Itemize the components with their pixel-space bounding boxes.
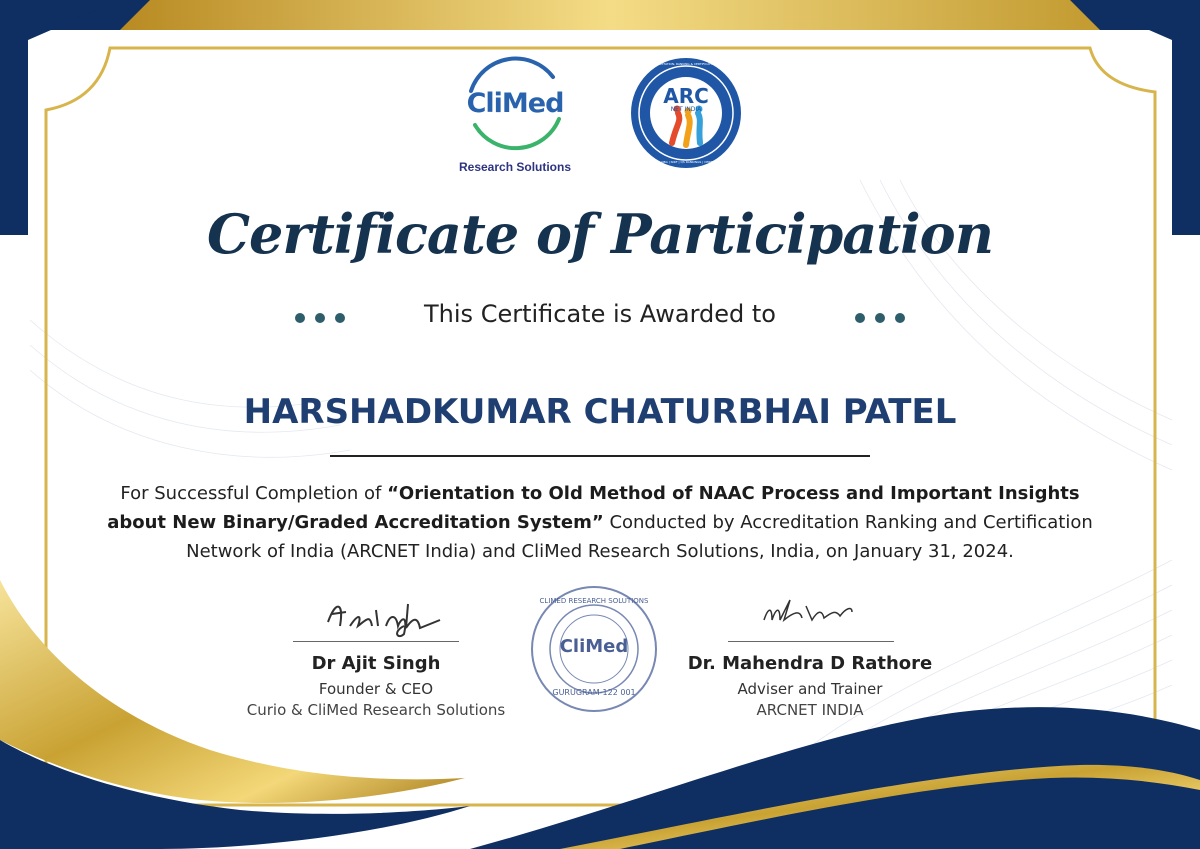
left-signature-line — [293, 641, 459, 642]
seal-ring-bottom: GURUGRAM-122 001 — [552, 688, 636, 697]
certificate-description — [100, 479, 1100, 566]
left-signatory-name: Dr Ajit Singh — [311, 653, 441, 674]
recipient-underline — [330, 455, 870, 457]
course-title: “Orientation to Old Method of NAAC Process and Important Insights about New Binary/Graded Accreditation System” — [107, 483, 1080, 533]
climed-logo-subtitle: Research Solutions — [458, 160, 572, 174]
arc-logo-word: ARC — [663, 84, 709, 108]
right-navy-band — [1080, 0, 1200, 235]
awarded-to-text: This Certificate is Awarded to — [424, 300, 776, 328]
arc-ring-bottom: NAAC | NBA | NIRF | QS RANKINGS | CERTIFICATION — [650, 160, 727, 164]
description-suffix: Conducted by Accreditation Ranking and Certification Network of India (ARCNET India) and CliMed Research Solutions, India, on January 31, 2024. — [186, 512, 1093, 562]
left-signatory-role: Founder & CEO — [318, 680, 434, 698]
arc-logo-sub: NET INDIA — [670, 106, 702, 113]
climed-logo-word: CliMed — [466, 88, 564, 119]
bottom-right-navy-wave — [470, 707, 1200, 849]
arc-ring-text: ACCREDITATION, RANKING & CERTIFICATION NETWORK INDIA — [650, 62, 742, 66]
recipient-name: HARSHADKUMAR CHATURBHAI PATEL — [243, 392, 957, 432]
left-signatory-org: Curio & CliMed Research Solutions — [246, 701, 506, 719]
right-signature-line — [728, 641, 894, 642]
seal-center-text: CliMed — [559, 636, 629, 657]
right-signatory-role: Adviser and Trainer — [737, 680, 883, 698]
left-navy-band — [0, 0, 120, 235]
signature-ajit-singh — [328, 604, 440, 636]
right-signatory-org: ARCNET INDIA — [756, 701, 864, 719]
seal-ring-top: CLIMED RESEARCH SOLUTIONS — [539, 597, 649, 605]
arcnet-logo — [631, 58, 741, 168]
description-prefix: For Successful Completion of — [120, 483, 388, 504]
signature-mahendra-rathore — [764, 600, 852, 620]
climed-logo — [440, 58, 590, 178]
right-signatory-name: Dr. Mahendra D Rathore — [687, 653, 933, 674]
top-gold-band — [120, 0, 1100, 30]
certificate-title: Certificate of Participation — [207, 202, 993, 266]
